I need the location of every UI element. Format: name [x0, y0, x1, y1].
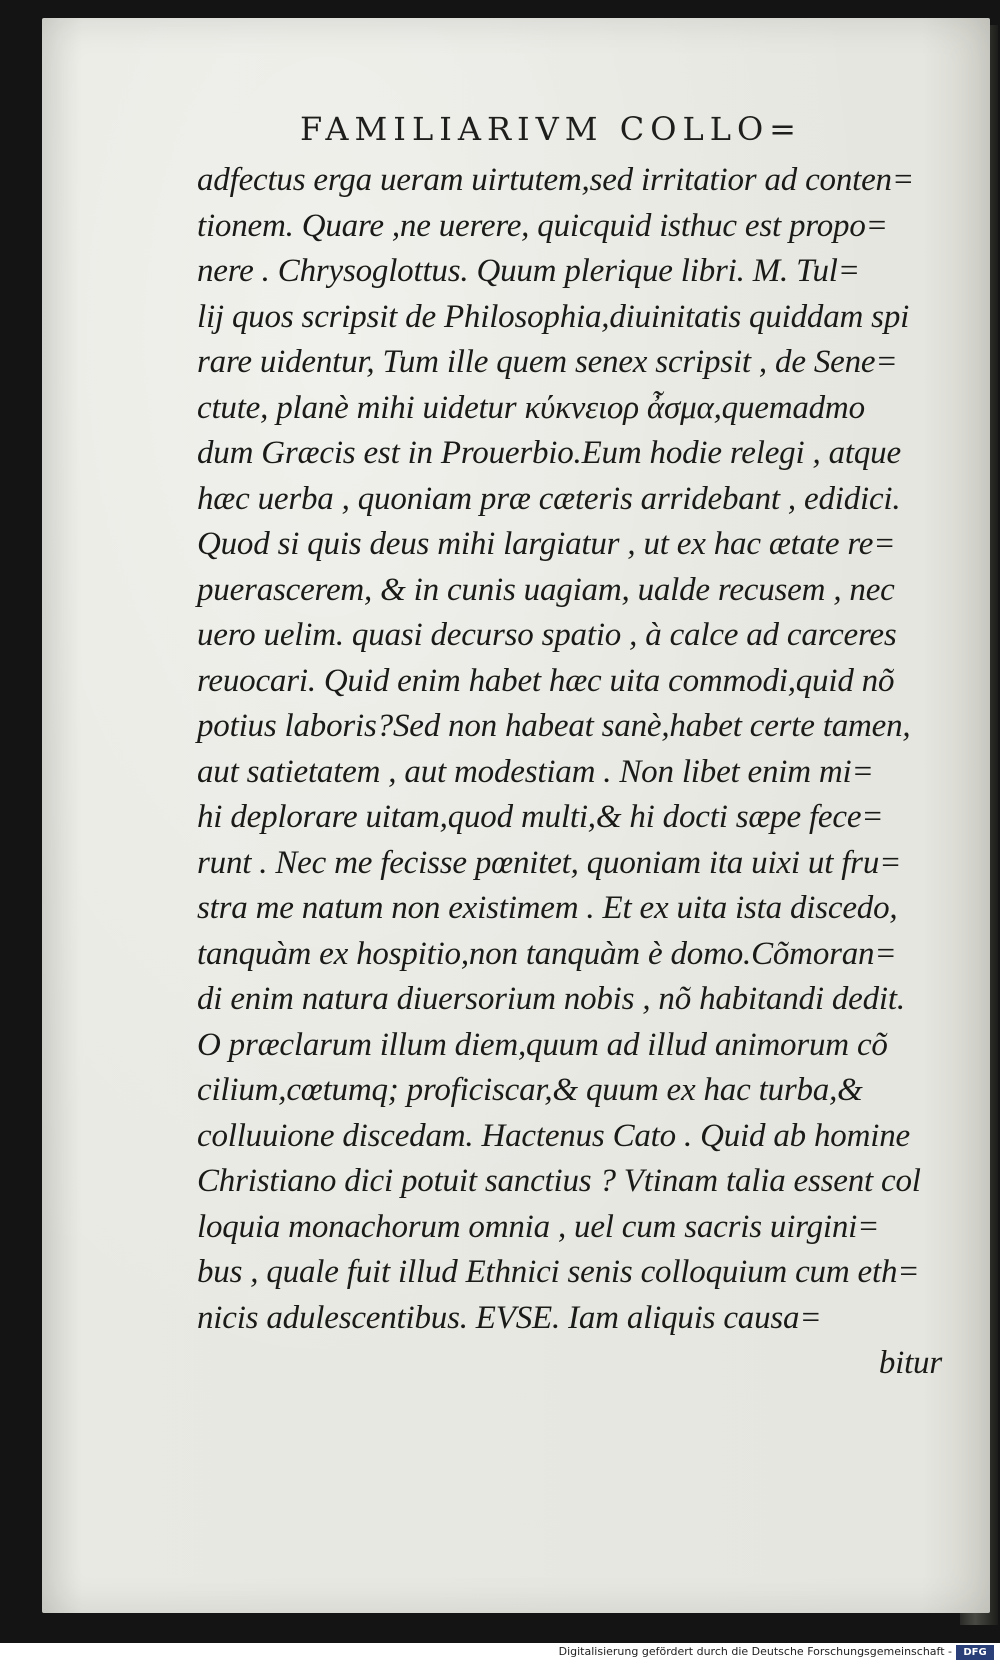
dfg-logo: DFG [956, 1645, 994, 1660]
text-line: reuocari. Quid enim habet hæc uita commodi,quid nõ [197, 662, 895, 699]
text-line: cilium,cœtumq; proficiscar,& quum ex hac turba,& [197, 1072, 863, 1108]
footer-credit: Digitalisierung gefördert durch die Deutsche Forschungsgemeinschaft - [558, 1645, 952, 1658]
text-line: tionem. Quare ,ne uerere, quicquid isthuc est propo= [197, 207, 888, 244]
text-line: rare uidentur, Tum ille quem senex scripsit , de Sene= [197, 344, 898, 380]
text-line: potius laboris?Sed non habeat sanè,habet certe tamen, [197, 708, 911, 744]
catchword: bitur [878, 1345, 942, 1381]
text-line: loquia monachorum omnia , uel cum sacris uirgini= [197, 1208, 880, 1245]
text-line: Christiano dici potuit sanctius ? Vtinam talia essent col [197, 1163, 921, 1199]
text-line: dum Græcis est in Prouerbio.Eum hodie relegi , atque [197, 435, 901, 471]
text-line: puerascerem, & in cunis uagiam, ualde recusem , nec [197, 571, 895, 608]
text-line: runt . Nec me fecisse pœnitet, quoniam ita uixi ut fru= [197, 844, 902, 881]
digitization-footer [0, 1643, 1000, 1663]
text-line: tanquàm ex hospitio,non tanquàm è domo.Cõmoran= [197, 935, 897, 972]
text-line: nicis adulescentibus. EVSE. Iam aliquis causa= [197, 1299, 822, 1336]
text-line: Quod si quis deus mihi largiatur , ut ex hac ætate re= [197, 526, 896, 562]
text-line: O præclarum illum diem,quum ad illud animorum cõ [197, 1026, 888, 1063]
text-line: lij quos scripsit de Philosophia,diuinitatis quiddam spi [197, 298, 910, 335]
text-line: adfectus erga ueram uirtutem,sed irritatior ad conten= [197, 162, 914, 198]
text-line: uero uelim. quasi decurso spatio , à calce ad carceres [197, 617, 897, 653]
text-line: colluuione discedam. Hactenus Cato . Quid ab homine [197, 1117, 910, 1154]
text-line: nere . Chrysoglottus. Quum plerique libri. M. Tul= [197, 253, 860, 289]
text-line: hæc uerba , quoniam præ cæteris arridebant , edidici. [197, 480, 901, 517]
text-line: hi deplorare uitam,quod multi,& hi docti sæpe fece= [197, 799, 884, 835]
text-line: di enim natura diuersorium nobis , nõ habitandi dedit. [197, 981, 905, 1017]
text-line: bus , quale fuit illud Ethnici senis colloquium cum eth= [197, 1254, 920, 1290]
text-line: aut satietatem , aut modestiam . Non libet enim mi= [197, 753, 874, 790]
text-line: ctute, planè mihi uidetur κύκνειορ ἆσμα,quemadmo [197, 389, 865, 426]
text-line: stra me natum non existimem . Et ex uita ista discedo, [197, 890, 898, 926]
page-text [197, 158, 957, 1387]
running-head: FAMILIARIVM COLLO= [300, 110, 802, 148]
